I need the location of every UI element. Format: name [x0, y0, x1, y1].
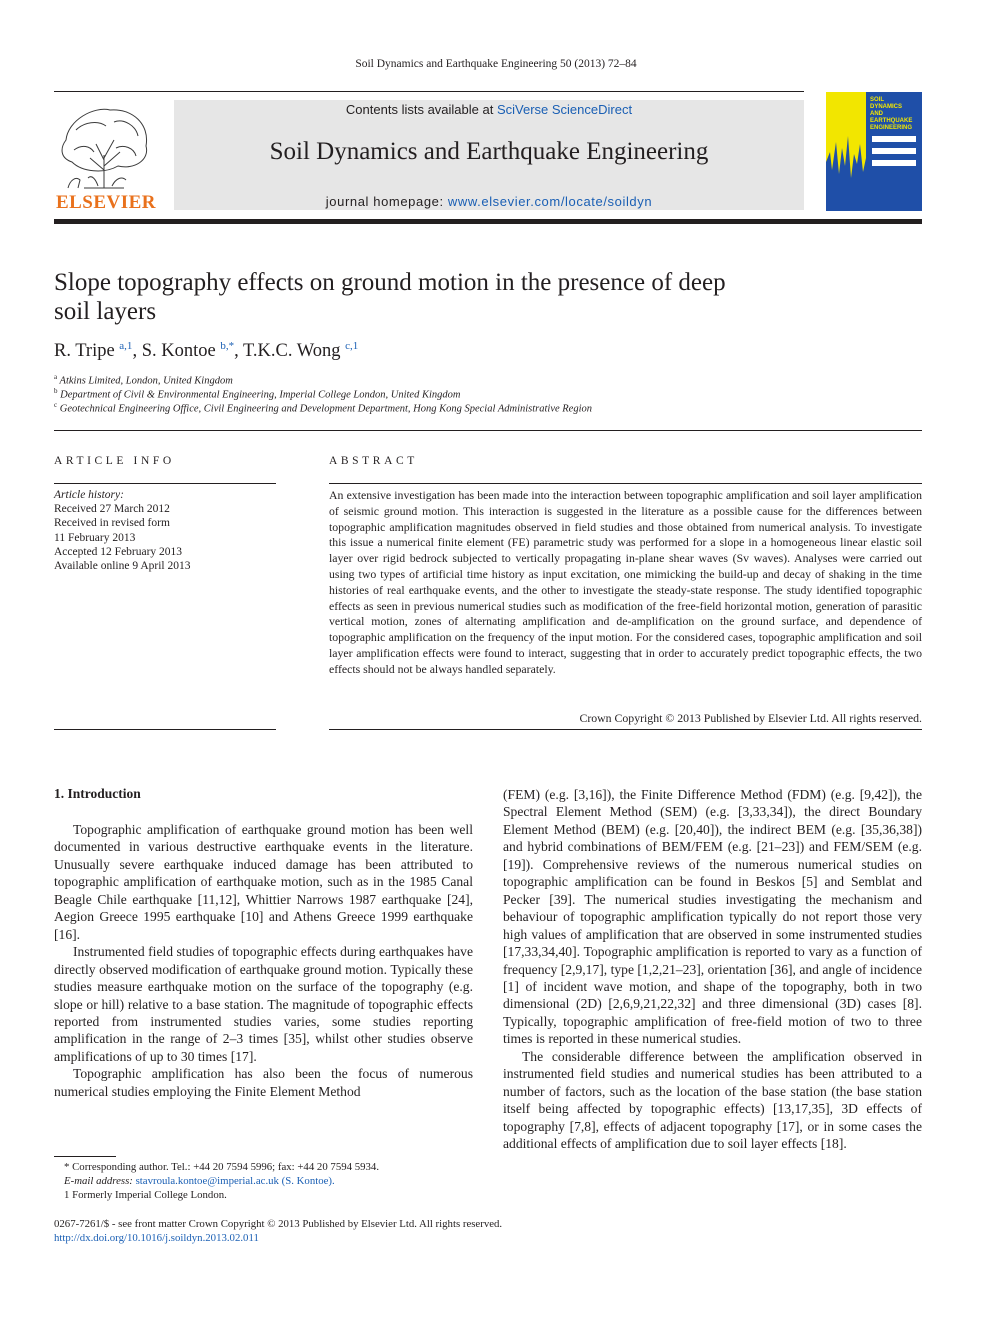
article-title: Slope topography effects on ground motion in the presence of deep soil layers	[54, 269, 726, 325]
abstract-copyright: Crown Copyright © 2013 Published by Elsevier Ltd. All rights reserved.	[579, 711, 922, 725]
affiliation-footnote: 1 Formerly Imperial College London.	[64, 1189, 227, 1202]
header-thick-rule	[54, 219, 922, 224]
issn-line: 0267-7261/$ - see front matter Crown Copyright © 2013 Published by Elsevier Ltd. All rights reserved.	[54, 1218, 503, 1230]
abstract-heading: ABSTRACT	[329, 455, 418, 467]
cover-title-line: ENGINEERING	[870, 125, 913, 131]
affiliation	[54, 373, 233, 387]
body-paragraph: (FEM) (e.g. [3,16]), the Finite Difference Method (FDM) (e.g. [9,42]), the Spectral Element Method (SEM) (e.g. [3,33,34]), the direct Boundary Element Method (BEM) (e.g. [20,40]), the indirect BEM (e.g. [35,36,38]) and hybrid combinations of BEM/FEM (e.g. [21–23]) and FEM/SEM (e.g. [19]). Comprehensive reviews of the numerous numerical studies on topographic amplification can be found in Beskos [5] and Semblat and Pecker [39]. The numerical studies investigating the mechanism and behaviour of topographic amplification typically do not report those very high values of amplification that are observed in some instrumented studies [17,33,34,40]. Topographic amplification is reported to vary as a function of frequency [2,9,17], type [1,2,21–23], orientation [36], and angle of incidence [1] of incident wave motion, and shape of the topography, both in two dimensional (2D) [2,6,9,21,22,32] and three dimensional (3D) cases [8]. Typically, topographic amplification of free-field motion of two to three times is reported in these numerical studies.	[503, 787, 922, 1047]
affiliation-text: Department of Civil & Environmental Engineering, Imperial College London, United Kingdom	[60, 389, 461, 401]
author-name[interactable]: T.K.C. Wong	[242, 341, 341, 362]
elsevier-wordmark: ELSEVIER	[55, 192, 157, 213]
author-list: R. Tripe $^{a,1}$, S. Kontoe $^{b,*}$, T.K.C. Wong $^{c,1}$	[54, 340, 359, 362]
email-footnote	[54, 1174, 474, 1188]
front-matter-info	[54, 1217, 502, 1245]
affiliation	[54, 401, 592, 415]
history-entry: Received in revised form	[54, 517, 170, 530]
history-entry: Accepted 12 February 2013	[54, 545, 183, 558]
doi-link[interactable]: http://dx.doi.org/10.1016/j.soildyn.2013.02.011	[54, 1232, 259, 1245]
affiliation-key: a	[54, 373, 58, 381]
affiliation-key: c	[54, 401, 58, 409]
body-paragraph: The considerable difference between the amplification observed in instrumented field studies and numerical studies has been attributed to a number of factors, such as the location of the base station (the base station itself being affected by topographic effects) [13,17,35], 3D effects of topography [7,8], effects of adjacent topography [17], or in some cases the additional effects of amplification due to soil layer effects [18].	[503, 1048, 922, 1152]
body-paragraph: Instrumented field studies of topographic effects during earthquakes have directly observed modification of earthquake ground motion. Typically these studies measure earthquake motion on the surface of the topography (e.g. slope or hill) relative to a base station. The magnitude of topographic effects reported from instrumented studies varies, some studies reporting amplification in the range of 2–3 times [35], whilst other studies observe amplifications of up to 30 times [17].	[54, 944, 473, 1064]
author-name[interactable]: R. Tripe	[54, 341, 115, 362]
abstract-bottom-rule	[329, 729, 922, 730]
body-column-left	[54, 821, 473, 1100]
cover-title-line: SOIL	[870, 97, 885, 103]
corresponding-author-footnote: * Corresponding author. Tel.: +44 20 7594 5996; fax: +44 20 7594 5934.	[64, 1161, 380, 1173]
author-name[interactable]: S. Kontoe	[141, 341, 216, 362]
affiliation-text: Geotechnical Engineering Office, Civil Engineering and Development Department, Hong Kong Special Administrative Region	[59, 403, 593, 415]
journal-title: Soil Dynamics and Earthquake Engineering	[269, 138, 709, 165]
journal-cover-thumbnail	[826, 92, 922, 211]
footnotes	[54, 1160, 474, 1203]
homepage-prefix: journal homepage:	[325, 194, 448, 209]
body-paragraph: Topographic amplification of earthquake ground motion has been well documented in various destructive earthquake events in the literature. Unusually severe earthquake induced damage has been attributed to topographic amplification of earthquake motion, such as in the 1985 Canal Beagle Chile earthquake [11,12], Whittier Narrows 1987 earthquake [24], Aegion Greece 1995 earthquake [10] and Athens Greece 1999 earthquake [16].	[54, 822, 473, 942]
history-entry: Received 27 March 2012	[54, 503, 170, 516]
journal-homepage-line	[174, 194, 804, 209]
footnote-rule	[54, 1156, 116, 1157]
contents-available-line	[174, 102, 804, 117]
journal-homepage-link[interactable]: www.elsevier.com/locate/soildyn	[447, 194, 653, 209]
sciencedirect-link[interactable]: SciVerse ScienceDirect	[496, 102, 633, 117]
article-history	[54, 488, 190, 573]
section-heading-introduction: 1. Introduction	[54, 786, 141, 801]
title-block-rule	[54, 430, 922, 431]
email-link[interactable]: stavroula.kontoe@imperial.ac.uk (S. Kontoe).	[135, 1175, 335, 1188]
journal-citation: Soil Dynamics and Earthquake Engineering 50 (2013) 72–84	[355, 58, 637, 70]
article-info-heading: ARTICLE INFO	[54, 455, 175, 467]
affiliation-key: b	[54, 387, 58, 395]
cover-title-line: EARTHQUAKE	[870, 118, 913, 124]
abstract-text: An extensive investigation has been made into the interaction between topographic amplification and soil layer amplification of seismic ground motion. This interaction is suggested in the literature as a possible cause for the differences between topographic amplification magnitudes observed in field studies and those obtained from numerical analysis. To investigate this issue a numerical finite element (FE) parametric study was performed for a slope in a homogeneous linear elastic soil layer over rigid bedrock subjected to vertically propagating in-plane shear waves (Sv waves). Analyses were carried out using two types of artificial time history as input excitation, one mimicking the build-up and decay of shaking in the time histories of real earthquake events, and the other to investigate the steady-state response. The study identified topographic effects as seen in previous numerical studies such as modification of the free-field horizontal motion, generation of parasitic vertical motion, zones of alternating amplification and de-amplification on the ground surface, and dependence of topographic amplification on the frequency of the input motion. For the considered cases, topographic amplification and soil layer amplification effects were found to interact, suggesting that in order to accurately predict topographic effects, the two effects should not be always handled separately.	[329, 488, 922, 676]
header-rule	[54, 91, 804, 92]
affiliation-text: Atkins Limited, London, United Kingdom	[59, 375, 233, 387]
history-entry: Available online 9 April 2013	[54, 560, 191, 573]
cover-title-line: AND	[870, 111, 883, 117]
article-history-label: Article history:	[54, 489, 124, 501]
article-info-bottom-rule	[54, 729, 276, 730]
history-entry: 11 February 2013	[54, 531, 136, 544]
contents-prefix: Contents lists available at	[345, 102, 497, 117]
author-affiliation-marker[interactable]: c,1	[345, 340, 359, 352]
abstract-rule	[329, 483, 922, 484]
cover-title-line: DYNAMICS	[870, 104, 903, 110]
email-label: E-mail address:	[64, 1175, 133, 1188]
body-column-right	[503, 786, 922, 1153]
author-affiliation-marker[interactable]: a,1	[119, 340, 133, 352]
author-affiliation-marker[interactable]: b,*	[220, 340, 235, 352]
affiliation	[54, 387, 460, 401]
article-info-rule	[54, 483, 276, 484]
body-paragraph: Topographic amplification has also been the focus of numerous numerical studies employing the Finite Element Method	[54, 1066, 473, 1099]
